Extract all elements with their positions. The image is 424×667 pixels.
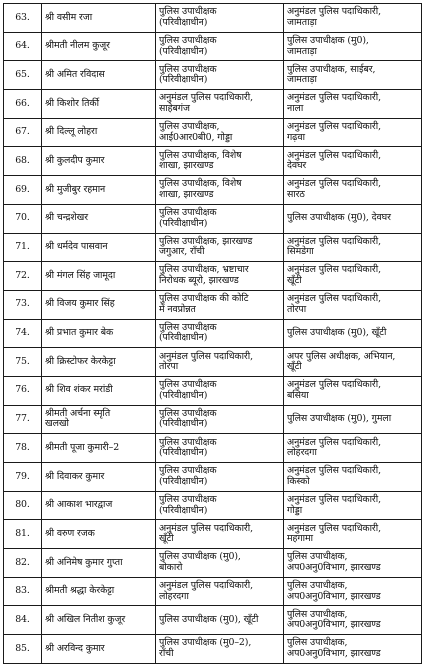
officer-name-cell: श्री अखिल नितीश कुजूर <box>42 606 156 635</box>
new-posting-cell: अनुमंडल पुलिस पदाधिकारी, गढ़वा <box>284 118 422 147</box>
serial-number-cell: 65. <box>4 61 42 90</box>
table-row <box>4 549 422 578</box>
new-posting-cell: अनुमंडल पुलिस पदाधिकारी, गोड्डा <box>284 491 422 520</box>
table-row <box>4 90 422 119</box>
current-posting-cell: पुलिस उपाधीक्षक, आई0आर0बी0, गोड्डा <box>156 118 284 147</box>
current-posting-cell: पुलिस उपाधीक्षक (मु0), बोकारो <box>156 549 284 578</box>
serial-number-cell: 76. <box>4 376 42 405</box>
officer-name-cell: श्रीमती श्रद्धा केरकेट्टा <box>42 577 156 606</box>
new-posting-cell: पुलिस उपाधीक्षक (मु0), खूँटी <box>284 319 422 348</box>
current-posting-cell: पुलिस उपाधीक्षक (परिवीक्षाधीन) <box>156 319 284 348</box>
serial-number-cell: 85. <box>4 635 42 664</box>
table-row <box>4 577 422 606</box>
posting-table-body <box>4 4 422 664</box>
serial-number-cell: 72. <box>4 262 42 291</box>
new-posting-cell: अनुमंडल पुलिस पदाधिकारी, खूँटी <box>284 262 422 291</box>
current-posting-cell: पुलिस उपाधीक्षक (परिवीक्षाधीन) <box>156 61 284 90</box>
officer-name-cell: श्री चन्द्रशेखर <box>42 204 156 233</box>
serial-number-cell: 79. <box>4 463 42 492</box>
new-posting-cell: अनुमंडल पुलिस पदाधिकारी, महगामा <box>284 520 422 549</box>
table-row <box>4 4 422 33</box>
current-posting-cell: पुलिस उपाधीक्षक (परिवीक्षाधीन) <box>156 32 284 61</box>
new-posting-cell: अनुमंडल पुलिस पदाधिकारी, जामताड़ा <box>284 4 422 33</box>
table-row <box>4 376 422 405</box>
new-posting-cell: पुलिस उपाधीक्षक (मु0), जामताड़ा <box>284 32 422 61</box>
new-posting-cell: अनुमंडल पुलिस पदाधिकारी, सिमडेगा <box>284 233 422 262</box>
table-row <box>4 491 422 520</box>
table-row <box>4 118 422 147</box>
current-posting-cell: पुलिस उपाधीक्षक (परिवीक्षाधीन) <box>156 463 284 492</box>
officer-name-cell: श्री धर्मदेव पासवान <box>42 233 156 262</box>
current-posting-cell: पुलिस उपाधीक्षक (परिवीक्षाधीन) <box>156 491 284 520</box>
new-posting-cell: अनुमंडल पुलिस पदाधिकारी, नाला <box>284 90 422 119</box>
officer-name-cell: श्री वसीम रजा <box>42 4 156 33</box>
table-row <box>4 319 422 348</box>
officer-name-cell: श्री अनिमेष कुमार गुप्ता <box>42 549 156 578</box>
officer-name-cell: श्री मुजीबुर रहमान <box>42 176 156 205</box>
new-posting-cell: अनुमंडल पुलिस पदाधिकारी, देवघर <box>284 147 422 176</box>
officer-name-cell: श्रीमती पूजा कुमारी–2 <box>42 434 156 463</box>
current-posting-cell: पुलिस उपाधीक्षक, विशेष शाखा, झारखण्ड <box>156 147 284 176</box>
serial-number-cell: 68. <box>4 147 42 176</box>
new-posting-cell: पुलिस उपाधीक्षक, अप0अनु0विभाग, झारखण्ड <box>284 635 422 664</box>
serial-number-cell: 78. <box>4 434 42 463</box>
new-posting-cell: अनुमंडल पुलिस पदाधिकारी, बसिया <box>284 376 422 405</box>
new-posting-cell: पुलिस उपाधीक्षक, अप0अनु0विभाग, झारखण्ड <box>284 577 422 606</box>
serial-number-cell: 64. <box>4 32 42 61</box>
current-posting-cell: पुलिस उपाधीक्षक (मु0–2), राँची <box>156 635 284 664</box>
serial-number-cell: 80. <box>4 491 42 520</box>
serial-number-cell: 73. <box>4 290 42 319</box>
table-row <box>4 32 422 61</box>
current-posting-cell: पुलिस उपाधीक्षक (परिवीक्षाधीन) <box>156 405 284 434</box>
table-row <box>4 262 422 291</box>
serial-number-cell: 84. <box>4 606 42 635</box>
officer-name-cell: श्री दिल्लू लोहरा <box>42 118 156 147</box>
officer-name-cell: श्री वरुण रजक <box>42 520 156 549</box>
current-posting-cell: अनुमंडल पुलिस पदाधिकारी, साहेबगंज <box>156 90 284 119</box>
table-row <box>4 606 422 635</box>
new-posting-cell: अनुमंडल पुलिस पदाधिकारी, तोरपा <box>284 290 422 319</box>
table-row <box>4 61 422 90</box>
officer-name-cell: श्री मंगल सिंह जामूदा <box>42 262 156 291</box>
officer-name-cell: श्री क्रिस्टोफर केरकेट्टा <box>42 348 156 377</box>
table-row <box>4 233 422 262</box>
table-row <box>4 635 422 664</box>
officer-name-cell: श्री दिवाकर कुमार <box>42 463 156 492</box>
officer-name-cell: श्रीमती नीलम कुजूर <box>42 32 156 61</box>
current-posting-cell: अनुमंडल पुलिस पदाधिकारी, तोरपा <box>156 348 284 377</box>
officer-name-cell: श्री किशोर तिर्की <box>42 90 156 119</box>
serial-number-cell: 63. <box>4 4 42 33</box>
new-posting-cell: अनुमंडल पुलिस पदाधिकारी, सारठ <box>284 176 422 205</box>
current-posting-cell: पुलिस उपाधीक्षक (परिवीक्षाधीन) <box>156 434 284 463</box>
table-row <box>4 520 422 549</box>
new-posting-cell: पुलिस उपाधीक्षक, साईबर, जामताड़ा <box>284 61 422 90</box>
table-row <box>4 176 422 205</box>
new-posting-cell: अनुमंडल पुलिस पदाधिकारी, किस्को <box>284 463 422 492</box>
current-posting-cell: पुलिस उपाधीक्षक, विशेष शाखा, झारखण्ड <box>156 176 284 205</box>
serial-number-cell: 75. <box>4 348 42 377</box>
new-posting-cell: पुलिस उपाधीक्षक, अप0अनु0विभाग, झारखण्ड <box>284 606 422 635</box>
current-posting-cell: पुलिस उपाधीक्षक (परिवीक्षाधीन) <box>156 4 284 33</box>
table-row <box>4 147 422 176</box>
officer-name-cell: श्री कुलदीप कुमार <box>42 147 156 176</box>
table-row <box>4 348 422 377</box>
posting-list-page <box>3 3 421 664</box>
serial-number-cell: 83. <box>4 577 42 606</box>
officer-name-cell: श्री आकाश भारद्वाज <box>42 491 156 520</box>
new-posting-cell: अपर पुलिस अधीक्षक, अभियान, खूँटी <box>284 348 422 377</box>
serial-number-cell: 74. <box>4 319 42 348</box>
posting-table <box>3 3 422 664</box>
officer-name-cell: श्री अमित रविदास <box>42 61 156 90</box>
officer-name-cell: श्री शिव शंकर मरांडी <box>42 376 156 405</box>
current-posting-cell: पुलिस उपाधीक्षक (परिवीक्षाधीन) <box>156 204 284 233</box>
new-posting-cell: अनुमंडल पुलिस पदाधिकारी, लोहरदगा <box>284 434 422 463</box>
table-row <box>4 290 422 319</box>
current-posting-cell: पुलिस उपाधीक्षक (मु0), खूँटी <box>156 606 284 635</box>
current-posting-cell: अनुमंडल पुलिस पदाधिकारी, खूँटी <box>156 520 284 549</box>
serial-number-cell: 82. <box>4 549 42 578</box>
new-posting-cell: पुलिस उपाधीक्षक, अप0अनु0विभाग, झारखण्ड <box>284 549 422 578</box>
serial-number-cell: 81. <box>4 520 42 549</box>
current-posting-cell: पुलिस उपाधीक्षक (परिवीक्षाधीन) <box>156 376 284 405</box>
table-row <box>4 405 422 434</box>
serial-number-cell: 70. <box>4 204 42 233</box>
serial-number-cell: 67. <box>4 118 42 147</box>
table-row <box>4 463 422 492</box>
serial-number-cell: 77. <box>4 405 42 434</box>
serial-number-cell: 66. <box>4 90 42 119</box>
table-row <box>4 434 422 463</box>
current-posting-cell: पुलिस उपाधीक्षक, झारखण्ड जगुआर, राँची <box>156 233 284 262</box>
officer-name-cell: श्री अरविन्द कुमार <box>42 635 156 664</box>
serial-number-cell: 69. <box>4 176 42 205</box>
officer-name-cell: श्री प्रभात कुमार बेक <box>42 319 156 348</box>
new-posting-cell: पुलिस उपाधीक्षक (मु0), गुमला <box>284 405 422 434</box>
officer-name-cell: श्रीमती अर्चना स्मृति खलखो <box>42 405 156 434</box>
serial-number-cell: 71. <box>4 233 42 262</box>
current-posting-cell: पुलिस उपाधीक्षक की कोटि में नवप्रोन्नत <box>156 290 284 319</box>
new-posting-cell: पुलिस उपाधीक्षक (मु0), देवघर <box>284 204 422 233</box>
current-posting-cell: पुलिस उपाधीक्षक, भ्रष्टाचार निरोधक ब्यूरो, झारखण्ड <box>156 262 284 291</box>
officer-name-cell: श्री विजय कुमार सिंह <box>42 290 156 319</box>
current-posting-cell: अनुमंडल पुलिस पदाधिकारी, लोहरदगा <box>156 577 284 606</box>
table-row <box>4 204 422 233</box>
